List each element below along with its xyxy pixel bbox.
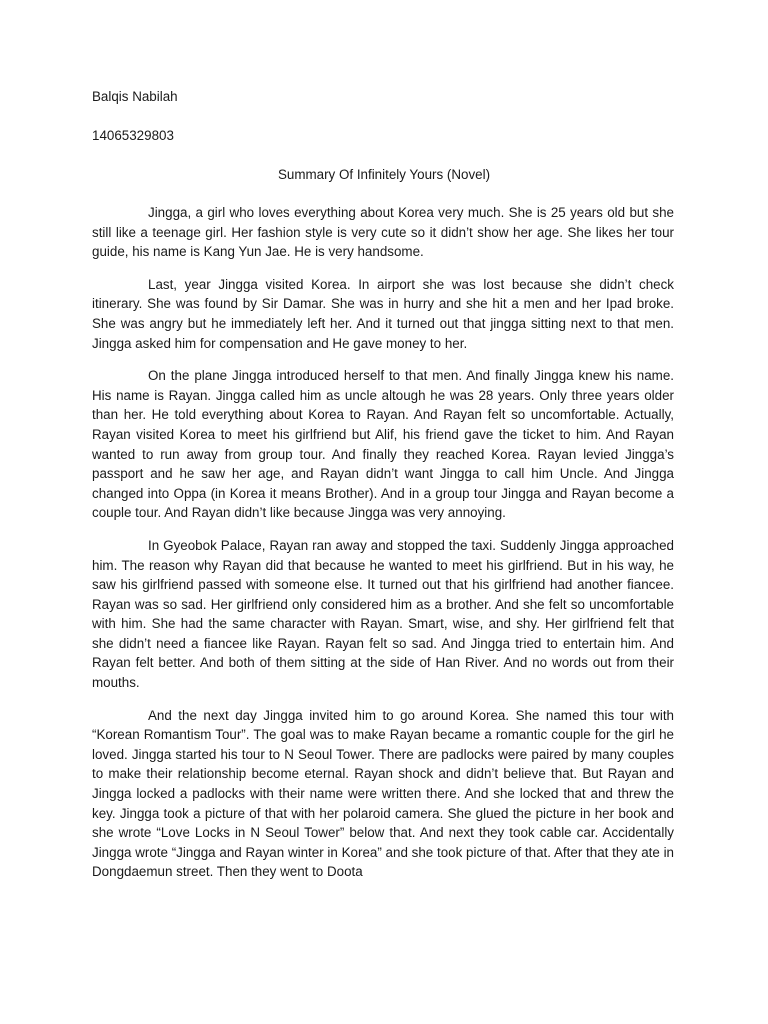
paragraph: In Gyeobok Palace, Rayan ran away and stopped the taxi. Suddenly Jingga approached him. The reason why Rayan did that because he wanted to meet his girlfriend. But in his way, he saw his girlfriend passed with someone else. It turned out that his girlfriend had another fiancee. Rayan was so sad. Her girlfriend only considered him as a brother. And she felt so uncomfortable with him. She had the same character with Rayan. Smart, wise, and shy. Her girlfriend felt that she didn’t need a fiancee like Rayan. Rayan felt so sad. And Jingga tried to entertain him. And Rayan felt better. And both of them sitting at the side of Han River. And no words out from their mouths.	[92, 537, 674, 691]
paragraph: Last, year Jingga visited Korea. In airport she was lost because she didn’t check itinerary. She was found by Sir Damar. She was in hurry and she hit a men and her Ipad broke. She was angry but he immediately left her. And it turned out that jingga sitting next to that men. Jingga asked him for compensation and He gave money to her.	[92, 276, 674, 351]
paragraph: Jingga, a girl who loves everything about Korea very much. She is 25 years old but she still like a teenage girl. Her fashion style is very cute so it didn’t show her age. She likes her tour guide, his name is Kang Yun Jae. He is very handsome.	[92, 205, 674, 260]
author-name: Balqis Nabilah	[92, 89, 178, 104]
paragraph: And the next day Jingga invited him to go around Korea. She named this tour with “Korean Romantism Tour”. The goal was to make Rayan became a romantic couple for the girl he loved. Jingga started his tour to N Seoul Tower. There are padlocks were paired by many couples to make their relationship become eternal. Rayan shock and didn’t believe that. But Rayan and Jingga locked a padlocks with their name were written there. And she locked that and threw the key. Jingga took a picture of that with her polaroid camera. She glued the picture in her book and she wrote “Love Locks in N Seoul Tower” below that. And next they took cable car. Accidentally Jingga wrote “Jingga and Rayan winter in Korea” and she took picture of that. After that they ate in Dongdaemun street. Then they went to Doota	[92, 707, 674, 880]
paragraph: On the plane Jingga introduced herself to that men. And finally Jingga knew his name. His name is Rayan. Jingga called him as uncle altough he was 28 years. Only three years older than her. He told everything about Korea to Rayan. And Rayan felt so uncomfortable. Actually, Rayan visited Korea to meet his girlfriend but Alif, his friend gave the ticket to him. And Rayan wanted to run away from group tour. And finally they reached Korea. Rayan levied Jingga’s passport and he saw her age, and Rayan didn’t want Jingga to call him Uncle. And Jingga changed into Oppa (in Korea it means Brother). And in a group tour Jingga and Rayan become a couple tour. And Rayan didn’t like because Jingga was very annoying.	[92, 368, 674, 521]
student-id: 14065329803	[92, 128, 174, 143]
document-body	[92, 203, 674, 882]
document-title: Summary Of Infinitely Yours (Novel)	[277, 167, 491, 182]
